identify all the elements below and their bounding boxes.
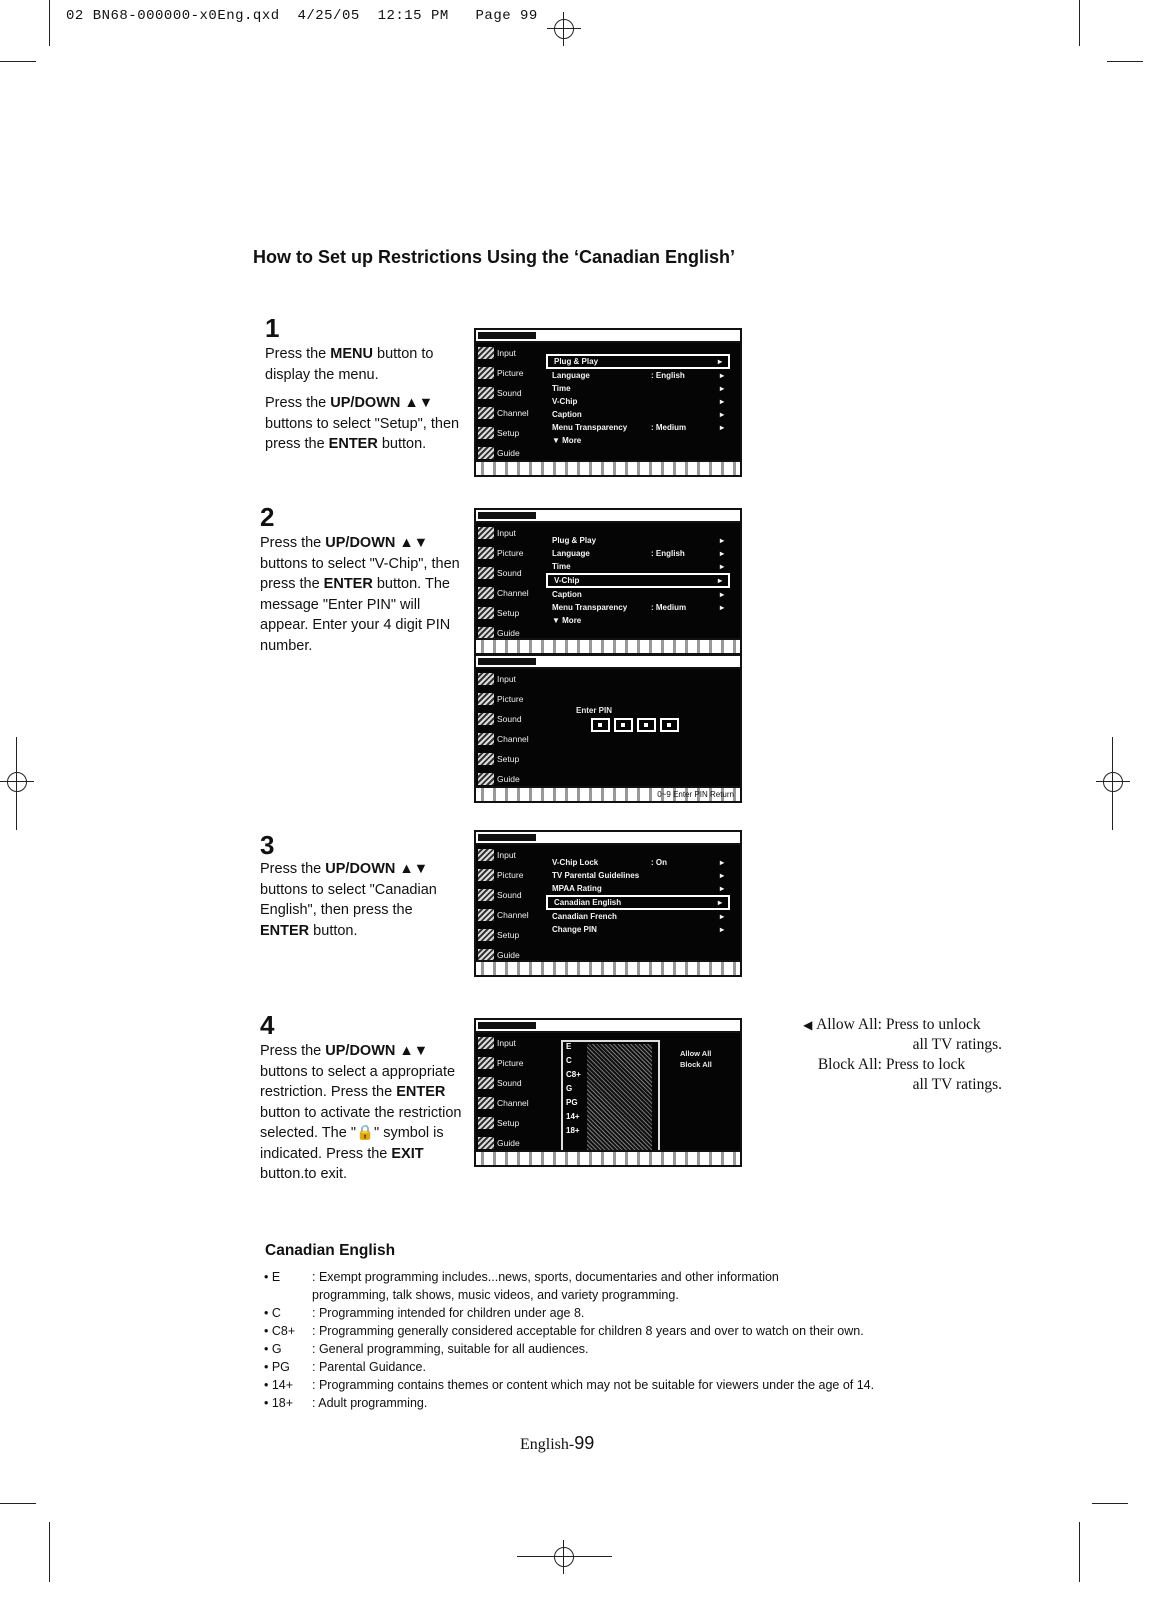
rating-definitions [264, 1268, 874, 1412]
rating-key: • PG [264, 1360, 290, 1374]
menu-category-icon [478, 869, 494, 881]
crop-mark [49, 1522, 50, 1582]
menu-row-label: Menu Transparency [552, 423, 628, 432]
tv-sidebar-item [476, 1073, 540, 1093]
tv-sidebar-item [476, 523, 540, 543]
menu-category-icon [478, 1097, 494, 1109]
tv-sidebar-label: Picture [497, 368, 524, 378]
menu-category-icon [478, 889, 494, 901]
instruction-text: button to activate the restriction selected. The "🔒" symbol is indicated. Press the [260, 1104, 462, 1162]
note-label: Block All: [817, 1056, 882, 1073]
registration-mark [547, 1540, 581, 1574]
rating-key: • 14+ [264, 1378, 294, 1392]
step-1-number: 1 [265, 313, 280, 343]
page-number: 99 [520, 8, 538, 24]
rating-description: : Exempt programming includes...news, sports, documentaries and other information [312, 1270, 779, 1284]
instruction-text: Press the [265, 395, 331, 411]
arrow-right-icon: ▸ [719, 371, 724, 380]
allow-all-note [784, 1015, 1002, 1035]
rating-item: E [566, 1042, 572, 1051]
tv-sidebar-item [476, 403, 540, 423]
menu-category-icon [478, 367, 494, 379]
arrow-right-icon: ▸ [719, 423, 724, 432]
button-name: ENTER [396, 1084, 446, 1100]
arrow-right-icon: ▸ [719, 384, 724, 393]
tv-menu-row [546, 910, 730, 923]
button-name: MENU [330, 346, 373, 362]
pointer-icon: ◀ [803, 1018, 817, 1032]
tv-menu-row [546, 882, 730, 895]
print-time: 12:15 PM [377, 8, 449, 24]
menu-category-icon [478, 607, 494, 619]
rating-description: : Parental Guidance. [312, 1360, 426, 1374]
tv-menu-row [546, 534, 730, 547]
arrow-right-icon: ▸ [719, 884, 724, 893]
arrow-right-icon: ▸ [719, 397, 724, 406]
tv-sidebar-label: Channel [497, 1098, 529, 1108]
tv-sidebar-item [476, 603, 540, 623]
tv-menu-row [546, 547, 730, 560]
menu-category-icon [478, 567, 494, 579]
menu-category-icon [478, 387, 494, 399]
rating-key: • C [264, 1306, 281, 1320]
tv-sidebar-label: Setup [497, 930, 520, 940]
footer-prefix: English- [520, 1436, 575, 1453]
tv-sidebar-label: Sound [497, 568, 522, 578]
note-text: all TV ratings. [912, 1076, 1002, 1093]
tv-sidebar [476, 523, 540, 639]
rating-item: 14+ [566, 1112, 580, 1121]
step-3-text [260, 859, 465, 949]
rating-item: 18+ [566, 1126, 580, 1135]
rating-key: • 18+ [264, 1396, 294, 1410]
tv-sidebar-item [476, 689, 540, 709]
tv-menu-row [546, 856, 730, 869]
tv-sidebar-label: Input [497, 850, 516, 860]
menu-row-label: Menu Transparency [552, 603, 628, 612]
rating-side-option: Block All [680, 1060, 712, 1069]
menu-category-icon [478, 1057, 494, 1069]
tv-sidebar [476, 343, 540, 461]
rating-definition [264, 1358, 874, 1376]
tv-sidebar-item [476, 423, 540, 443]
tv-sidebar [476, 669, 540, 787]
menu-row-value: : On [651, 858, 667, 867]
button-name: UP/DOWN ▲▼ [325, 1043, 429, 1059]
rating-description: : Programming contains themes or content which may not be suitable for viewers under the age of 14. [312, 1378, 875, 1392]
tv-screen-setup [474, 328, 742, 477]
tv-menu [546, 856, 730, 936]
step-1-text [265, 344, 470, 463]
menu-category-icon [478, 753, 494, 765]
tv-sidebar-item [476, 1093, 540, 1113]
tv-sidebar-item [476, 885, 540, 905]
instruction-text: button. [377, 436, 427, 452]
block-all-note [784, 1055, 1002, 1075]
registration-mark [0, 765, 34, 799]
tv-sidebar-item [476, 343, 540, 363]
rating-definition [264, 1394, 874, 1412]
tv-sidebar-item [476, 563, 540, 583]
rating-description: : Adult programming. [312, 1396, 428, 1410]
tv-sidebar-label: Channel [497, 910, 529, 920]
step-4-number: 4 [260, 1010, 275, 1040]
tv-sidebar-label: Picture [497, 870, 524, 880]
button-name: UP/DOWN ▲▼ [325, 535, 429, 551]
print-header [66, 8, 538, 24]
arrow-right-icon: ▸ [719, 549, 724, 558]
menu-row-value: : English [651, 371, 685, 380]
tv-screen-pin [474, 654, 742, 803]
menu-row-label: Language [552, 371, 590, 380]
menu-row-label: Canadian English [554, 898, 622, 907]
instruction-text: buttons to select "Canadian English", then press the [260, 881, 437, 918]
registration-mark [1096, 765, 1130, 799]
pin-digit-box [591, 718, 610, 732]
menu-row-label: ▼ More [552, 436, 582, 445]
rating-definition [264, 1268, 874, 1286]
page-footer [520, 1433, 594, 1454]
tv-sidebar-label: Guide [497, 774, 520, 784]
tv-sidebar-item [476, 749, 540, 769]
enter-pin-label: Enter PIN [576, 706, 613, 715]
menu-category-icon [478, 1077, 494, 1089]
menu-row-label: Caption [552, 410, 582, 419]
menu-row-label: V-Chip Lock [552, 858, 599, 867]
menu-row-label: ▼ More [552, 616, 582, 625]
allow-block-note [784, 1015, 1002, 1095]
arrow-right-icon: ▸ [719, 562, 724, 571]
crop-mark [1092, 1503, 1128, 1504]
tv-sidebar-label: Guide [497, 448, 520, 458]
tv-sidebar-label: Sound [497, 714, 522, 724]
pin-boxes [591, 718, 679, 732]
rating-description-continued: programming, talk shows, music videos, and variety programming. [312, 1288, 679, 1302]
menu-category-icon [478, 547, 494, 559]
menu-category-icon [478, 1137, 494, 1149]
tv-sidebar-label: Setup [497, 754, 520, 764]
arrow-right-icon: ▸ [719, 536, 724, 545]
button-name: EXIT [391, 1145, 424, 1162]
tv-menu-row [546, 395, 730, 408]
rating-key: • G [264, 1342, 282, 1356]
tv-sidebar-item [476, 845, 540, 865]
menu-category-icon [478, 673, 494, 685]
tv-sidebar-item [476, 709, 540, 729]
tv-sidebar-item [476, 1033, 540, 1053]
pin-digit-box [660, 718, 679, 732]
menu-category-icon [478, 849, 494, 861]
tv-sidebar-label: Guide [497, 950, 520, 960]
instruction-text: button. [309, 922, 358, 939]
tv-sidebar-label: Sound [497, 1078, 522, 1088]
instruction-text: Press the [265, 346, 331, 362]
arrow-right-icon: ▸ [717, 357, 722, 366]
tv-sidebar-label: Picture [497, 548, 524, 558]
instruction-text: Press the [260, 535, 326, 551]
rating-key: • E [264, 1270, 281, 1284]
tv-sidebar-item [476, 905, 540, 925]
step-2-number: 2 [260, 502, 275, 532]
tv-menu-row [546, 382, 730, 395]
menu-row-value: : Medium [651, 423, 687, 432]
tv-sidebar-item [476, 363, 540, 383]
note-label: Allow All: [816, 1016, 882, 1033]
tv-sidebar [476, 845, 540, 961]
note-text: Press to unlock [885, 1016, 981, 1033]
step-paragraph [260, 859, 465, 941]
arrow-right-icon: ▸ [719, 410, 724, 419]
tv-sidebar-item [476, 383, 540, 403]
menu-row-label: TV Parental Guidelines [552, 871, 640, 880]
menu-category-icon [478, 587, 494, 599]
tv-menu-row [546, 434, 730, 447]
note-text: Press to lock [885, 1056, 966, 1073]
menu-category-icon [478, 1037, 494, 1049]
tv-sidebar-label: Input [497, 348, 516, 358]
pin-digit-box [614, 718, 633, 732]
tv-sidebar-label: Sound [497, 388, 522, 398]
rating-definition [264, 1322, 874, 1340]
step-paragraph [260, 1041, 470, 1185]
tv-sidebar-label: Picture [497, 694, 524, 704]
instruction-text: Press the [260, 1043, 326, 1059]
step-paragraph [265, 393, 470, 455]
page-label: Page [475, 8, 512, 24]
menu-category-icon [478, 427, 494, 439]
tv-menu-row [546, 895, 730, 910]
tv-screen-vchip [474, 508, 742, 655]
menu-row-label: Plug & Play [552, 536, 597, 545]
instruction-text: button to display the menu. [265, 346, 434, 383]
crop-mark [1079, 1522, 1080, 1582]
tv-sidebar-label: Picture [497, 1058, 524, 1068]
step-paragraph [260, 533, 465, 656]
crop-mark [1107, 61, 1143, 62]
rating-description: : General programming, suitable for all audiences. [312, 1342, 589, 1356]
instruction-text: Press the [260, 861, 326, 877]
tv-sidebar-item [476, 729, 540, 749]
menu-category-icon [478, 1117, 494, 1129]
tv-sidebar-item [476, 1053, 540, 1073]
tv-sidebar-item [476, 583, 540, 603]
menu-category-icon [478, 527, 494, 539]
tv-sidebar-label: Channel [497, 408, 529, 418]
menu-row-label: Caption [552, 590, 582, 599]
menu-category-icon [478, 693, 494, 705]
menu-row-label: MPAA Rating [552, 884, 602, 893]
arrow-right-icon: ▸ [719, 590, 724, 599]
crop-mark [49, 0, 50, 46]
tv-menu [546, 534, 730, 627]
button-name: ENTER [323, 576, 373, 592]
rating-item: C [566, 1056, 572, 1065]
button-name: ENTER [328, 436, 378, 452]
menu-row-label: Language [552, 549, 590, 558]
tv-sidebar-label: Input [497, 1038, 516, 1048]
arrow-right-icon: ▸ [719, 912, 724, 921]
menu-category-icon [478, 713, 494, 725]
tv-sidebar-item [476, 669, 540, 689]
rating-item: PG [566, 1098, 578, 1107]
tv-menu [546, 354, 730, 447]
pin-digit-box [637, 718, 656, 732]
arrow-right-icon: ▸ [719, 871, 724, 880]
rating-definition [264, 1304, 874, 1322]
arrow-right-icon: ▸ [719, 925, 724, 934]
menu-row-value: : Medium [651, 603, 687, 612]
rating-description: : Programming generally considered acceptable for children 8 years and over to watch on their own. [312, 1324, 864, 1338]
menu-category-icon [478, 909, 494, 921]
arrow-right-icon: ▸ [719, 858, 724, 867]
arrow-right-icon: ▸ [719, 603, 724, 612]
tv-menu-row [546, 869, 730, 882]
rating-side-option: Allow All [680, 1049, 712, 1058]
tv-sidebar-label: Channel [497, 734, 529, 744]
tv-menu-row [546, 369, 730, 382]
menu-category-icon [478, 447, 494, 459]
menu-row-label: Time [552, 562, 571, 571]
menu-category-icon [478, 773, 494, 785]
menu-row-label: V-Chip [552, 397, 578, 406]
menu-category-icon [478, 347, 494, 359]
instruction-text: buttons to select a appropriate restriction. Press the [260, 1063, 456, 1100]
tv-sidebar-item [476, 543, 540, 563]
rating-item: C8+ [566, 1070, 581, 1079]
footer-page: 99 [574, 1433, 595, 1453]
tv-sidebar-label: Setup [497, 428, 520, 438]
menu-category-icon [478, 733, 494, 745]
pin-bottom-bar: 0~9 Enter PIN Return [476, 786, 740, 801]
crop-mark [517, 1556, 612, 1557]
tv-menu-row [546, 923, 730, 936]
menu-row-label: Canadian French [552, 912, 617, 921]
step-2-text [260, 533, 465, 664]
button-name: UP/DOWN ▲▼ [325, 861, 429, 877]
tv-sidebar-item [476, 865, 540, 885]
tv-menu-row [546, 573, 730, 588]
tv-sidebar-label: Setup [497, 1118, 520, 1128]
tv-sidebar-label: Input [497, 528, 516, 538]
tv-menu-row [546, 588, 730, 601]
crop-mark [0, 61, 36, 62]
arrow-right-icon: ▸ [717, 898, 722, 907]
menu-row-label: Change PIN [552, 925, 597, 934]
tv-menu-row [546, 421, 730, 434]
tv-sidebar-label: Sound [497, 890, 522, 900]
step-paragraph [265, 344, 470, 385]
note-text: all TV ratings. [912, 1036, 1002, 1053]
registration-mark [547, 12, 581, 46]
instruction-text: buttons to select "Setup", then press the [265, 415, 460, 452]
instruction-text: button. The message "Enter PIN" will appear. Enter your 4 digit PIN number. [260, 576, 451, 654]
arrow-right-icon: ▸ [717, 576, 722, 585]
rating-definition [264, 1340, 874, 1358]
instruction-text: buttons to select "V-Chip", then press the [260, 555, 460, 592]
tv-sidebar-item [476, 1113, 540, 1133]
rating-description: : Programming intended for children under age 8. [312, 1306, 585, 1320]
canadian-english-heading: Canadian English [265, 1242, 396, 1259]
tv-sidebar-label: Guide [497, 1138, 520, 1148]
menu-category-icon [478, 407, 494, 419]
tv-menu-row [546, 614, 730, 627]
menu-row-label: Time [552, 384, 571, 393]
tv-menu-row [546, 354, 730, 369]
instruction-text: button.to exit. [260, 1166, 348, 1182]
tv-sidebar-label: Setup [497, 608, 520, 618]
rating-grid [561, 1040, 660, 1167]
menu-category-icon [478, 929, 494, 941]
step-4-text [260, 1041, 470, 1193]
menu-row-label: V-Chip [554, 576, 580, 585]
tv-sidebar-item [476, 925, 540, 945]
print-date: 4/25/05 [297, 8, 360, 24]
page-title: How to Set up Restrictions Using the ‘Canadian English’ [253, 247, 736, 267]
button-name: ENTER [260, 922, 310, 939]
tv-screen-ratings [474, 1018, 742, 1167]
menu-row-label: Plug & Play [554, 357, 599, 366]
rating-definition [264, 1376, 874, 1394]
tv-sidebar-label: Input [497, 674, 516, 684]
tv-sidebar [476, 1033, 540, 1151]
crop-mark [0, 1503, 36, 1504]
tv-menu-row [546, 560, 730, 573]
rating-key: • C8+ [264, 1324, 296, 1338]
rating-side-options [680, 1048, 712, 1070]
tv-menu-row [546, 408, 730, 421]
tv-sidebar-label: Channel [497, 588, 529, 598]
crop-mark [1079, 0, 1080, 46]
button-name: UP/DOWN ▲▼ [330, 395, 434, 411]
menu-row-value: : English [651, 549, 685, 558]
tv-sidebar-label: Guide [497, 628, 520, 638]
file-name: 02 BN68-000000-x0Eng.qxd [66, 8, 280, 24]
step-3-number: 3 [260, 830, 275, 860]
tv-screen-canadian [474, 830, 742, 977]
rating-item: G [566, 1084, 573, 1093]
tv-menu-row [546, 601, 730, 614]
